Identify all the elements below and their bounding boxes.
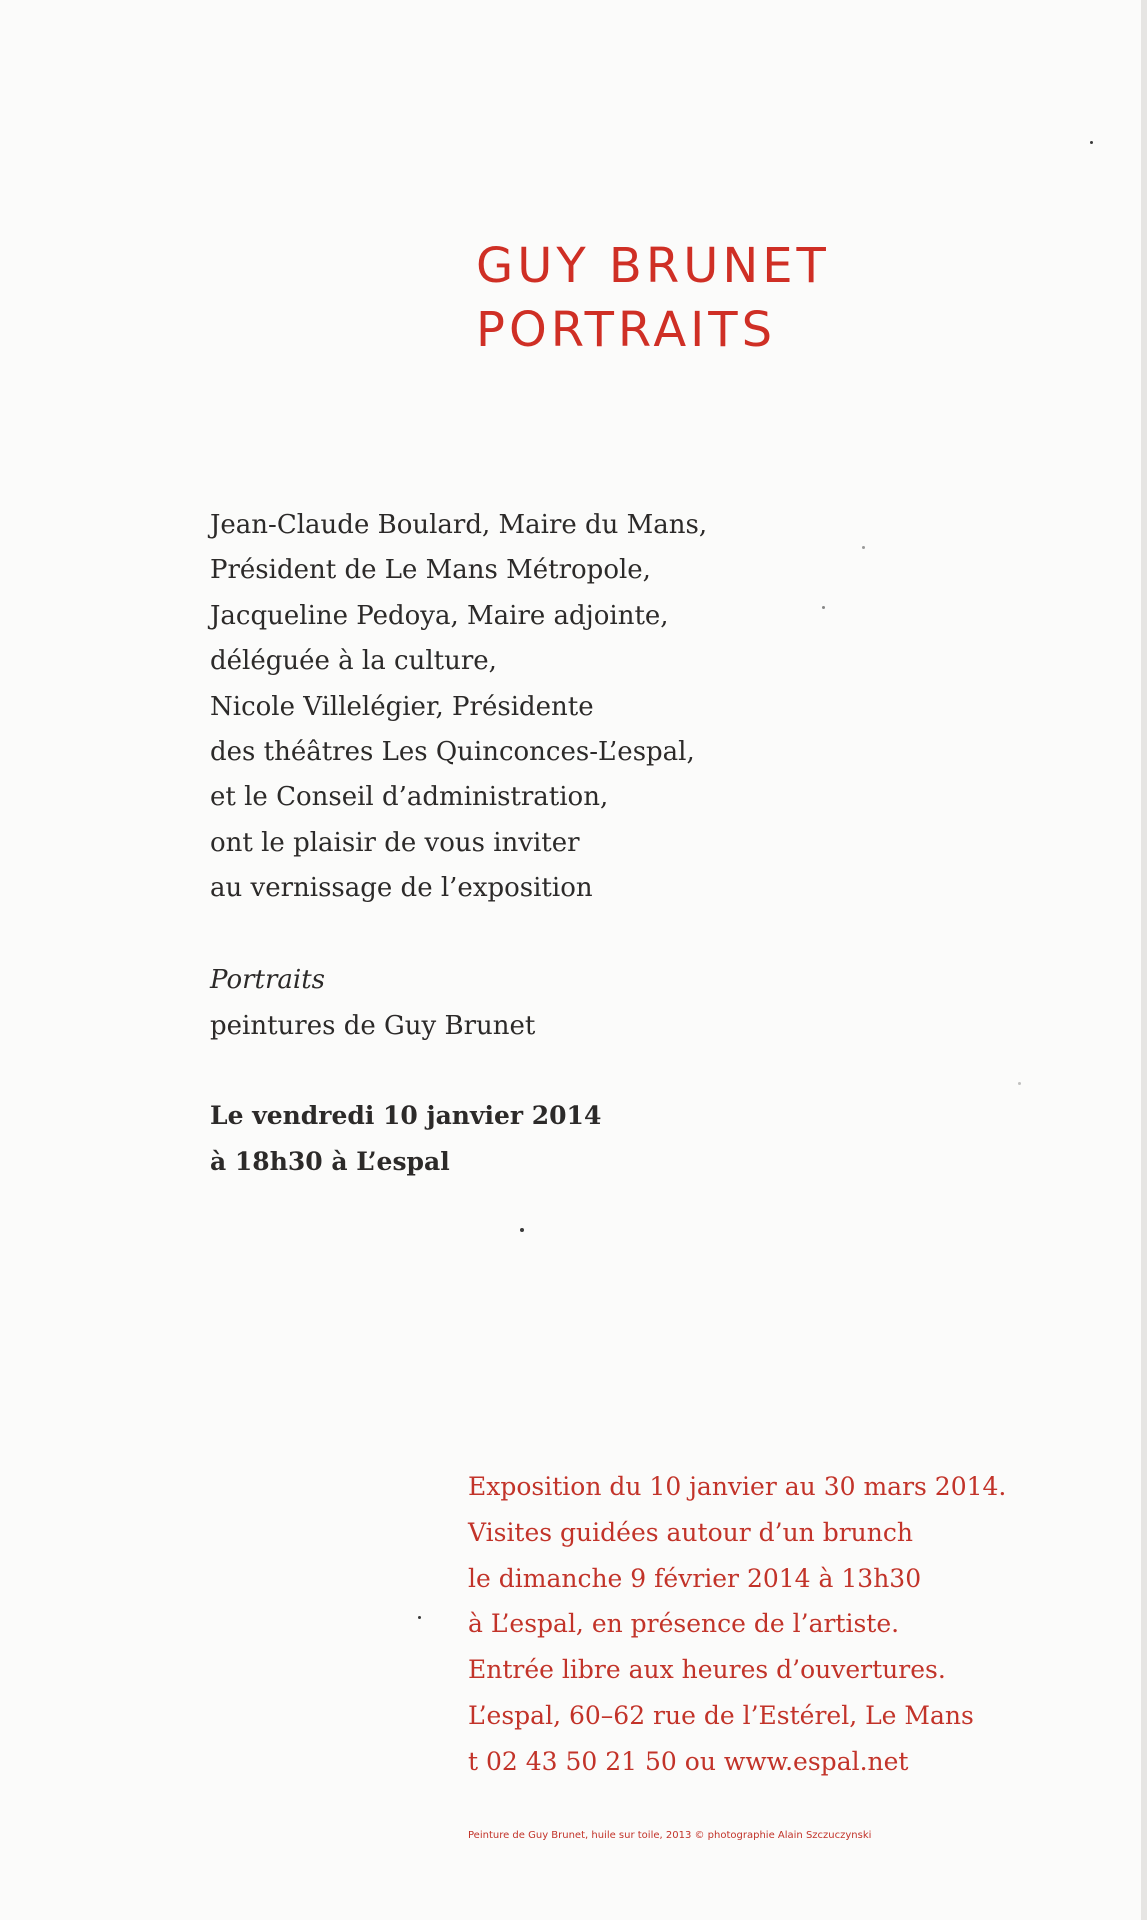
event-date-block [210,1093,601,1185]
invitation-line: Jean-Claude Boulard, Maire du Mans, [210,510,708,540]
photo-credit: Peinture de Guy Brunet, huile sur toile, 2013 © photographie Alain Szczuczynski [468,1830,872,1841]
exhibition-title [476,234,830,362]
title-artist: GUY BRUNET [476,238,830,294]
exhibition-name: Portraits [210,965,326,995]
paper-speck [1090,141,1093,144]
invitation-line: Nicole Villelégier, Présidente [210,691,594,722]
paper-speck [418,1616,421,1619]
paper-speck [1018,1082,1021,1085]
invitation-text [210,503,830,912]
info-line: t 02 43 50 21 50 ou www.espal.net [468,1746,909,1776]
invitation-line: déléguée à la culture, [210,646,497,677]
info-line: le dimanche 9 février 2014 à 13h30 [468,1563,922,1593]
invitation-line: au vernissage de l’exposition [210,873,593,904]
invitation-line: Jacqueline Pedoya, Maire adjointe, [210,600,669,631]
practical-info [468,1464,1088,1785]
paper-speck [862,546,865,549]
info-line: Visites guidées autour d’un brunch [468,1517,913,1547]
paper-speck [822,606,825,609]
exhibition-subtitle: peintures de Guy Brunet [210,1011,536,1041]
invitation-line: ont le plaisir de vous inviter [210,827,580,858]
event-date: Le vendredi 10 janvier 2014 [210,1101,602,1130]
info-line: Exposition du 10 janvier au 30 mars 2014. [468,1472,1007,1501]
invitation-line: et le Conseil d’administration, [210,782,609,813]
invitation-line: des théâtres Les Quinconces-L’espal, [210,737,695,768]
title-portraits: PORTRAITS [476,302,777,358]
invitation-line: Président de Le Mans Métropole, [210,555,651,586]
info-line: L’espal, 60–62 rue de l’Estérel, Le Mans [468,1700,974,1730]
info-line: à L’espal, en présence de l’artiste. [468,1609,900,1639]
paper-speck [520,1228,524,1232]
exhibition-name-block [210,957,535,1049]
info-line: Entrée libre aux heures d’ouvertures. [468,1655,946,1685]
event-time-place: à 18h30 à L’espal [210,1147,450,1176]
